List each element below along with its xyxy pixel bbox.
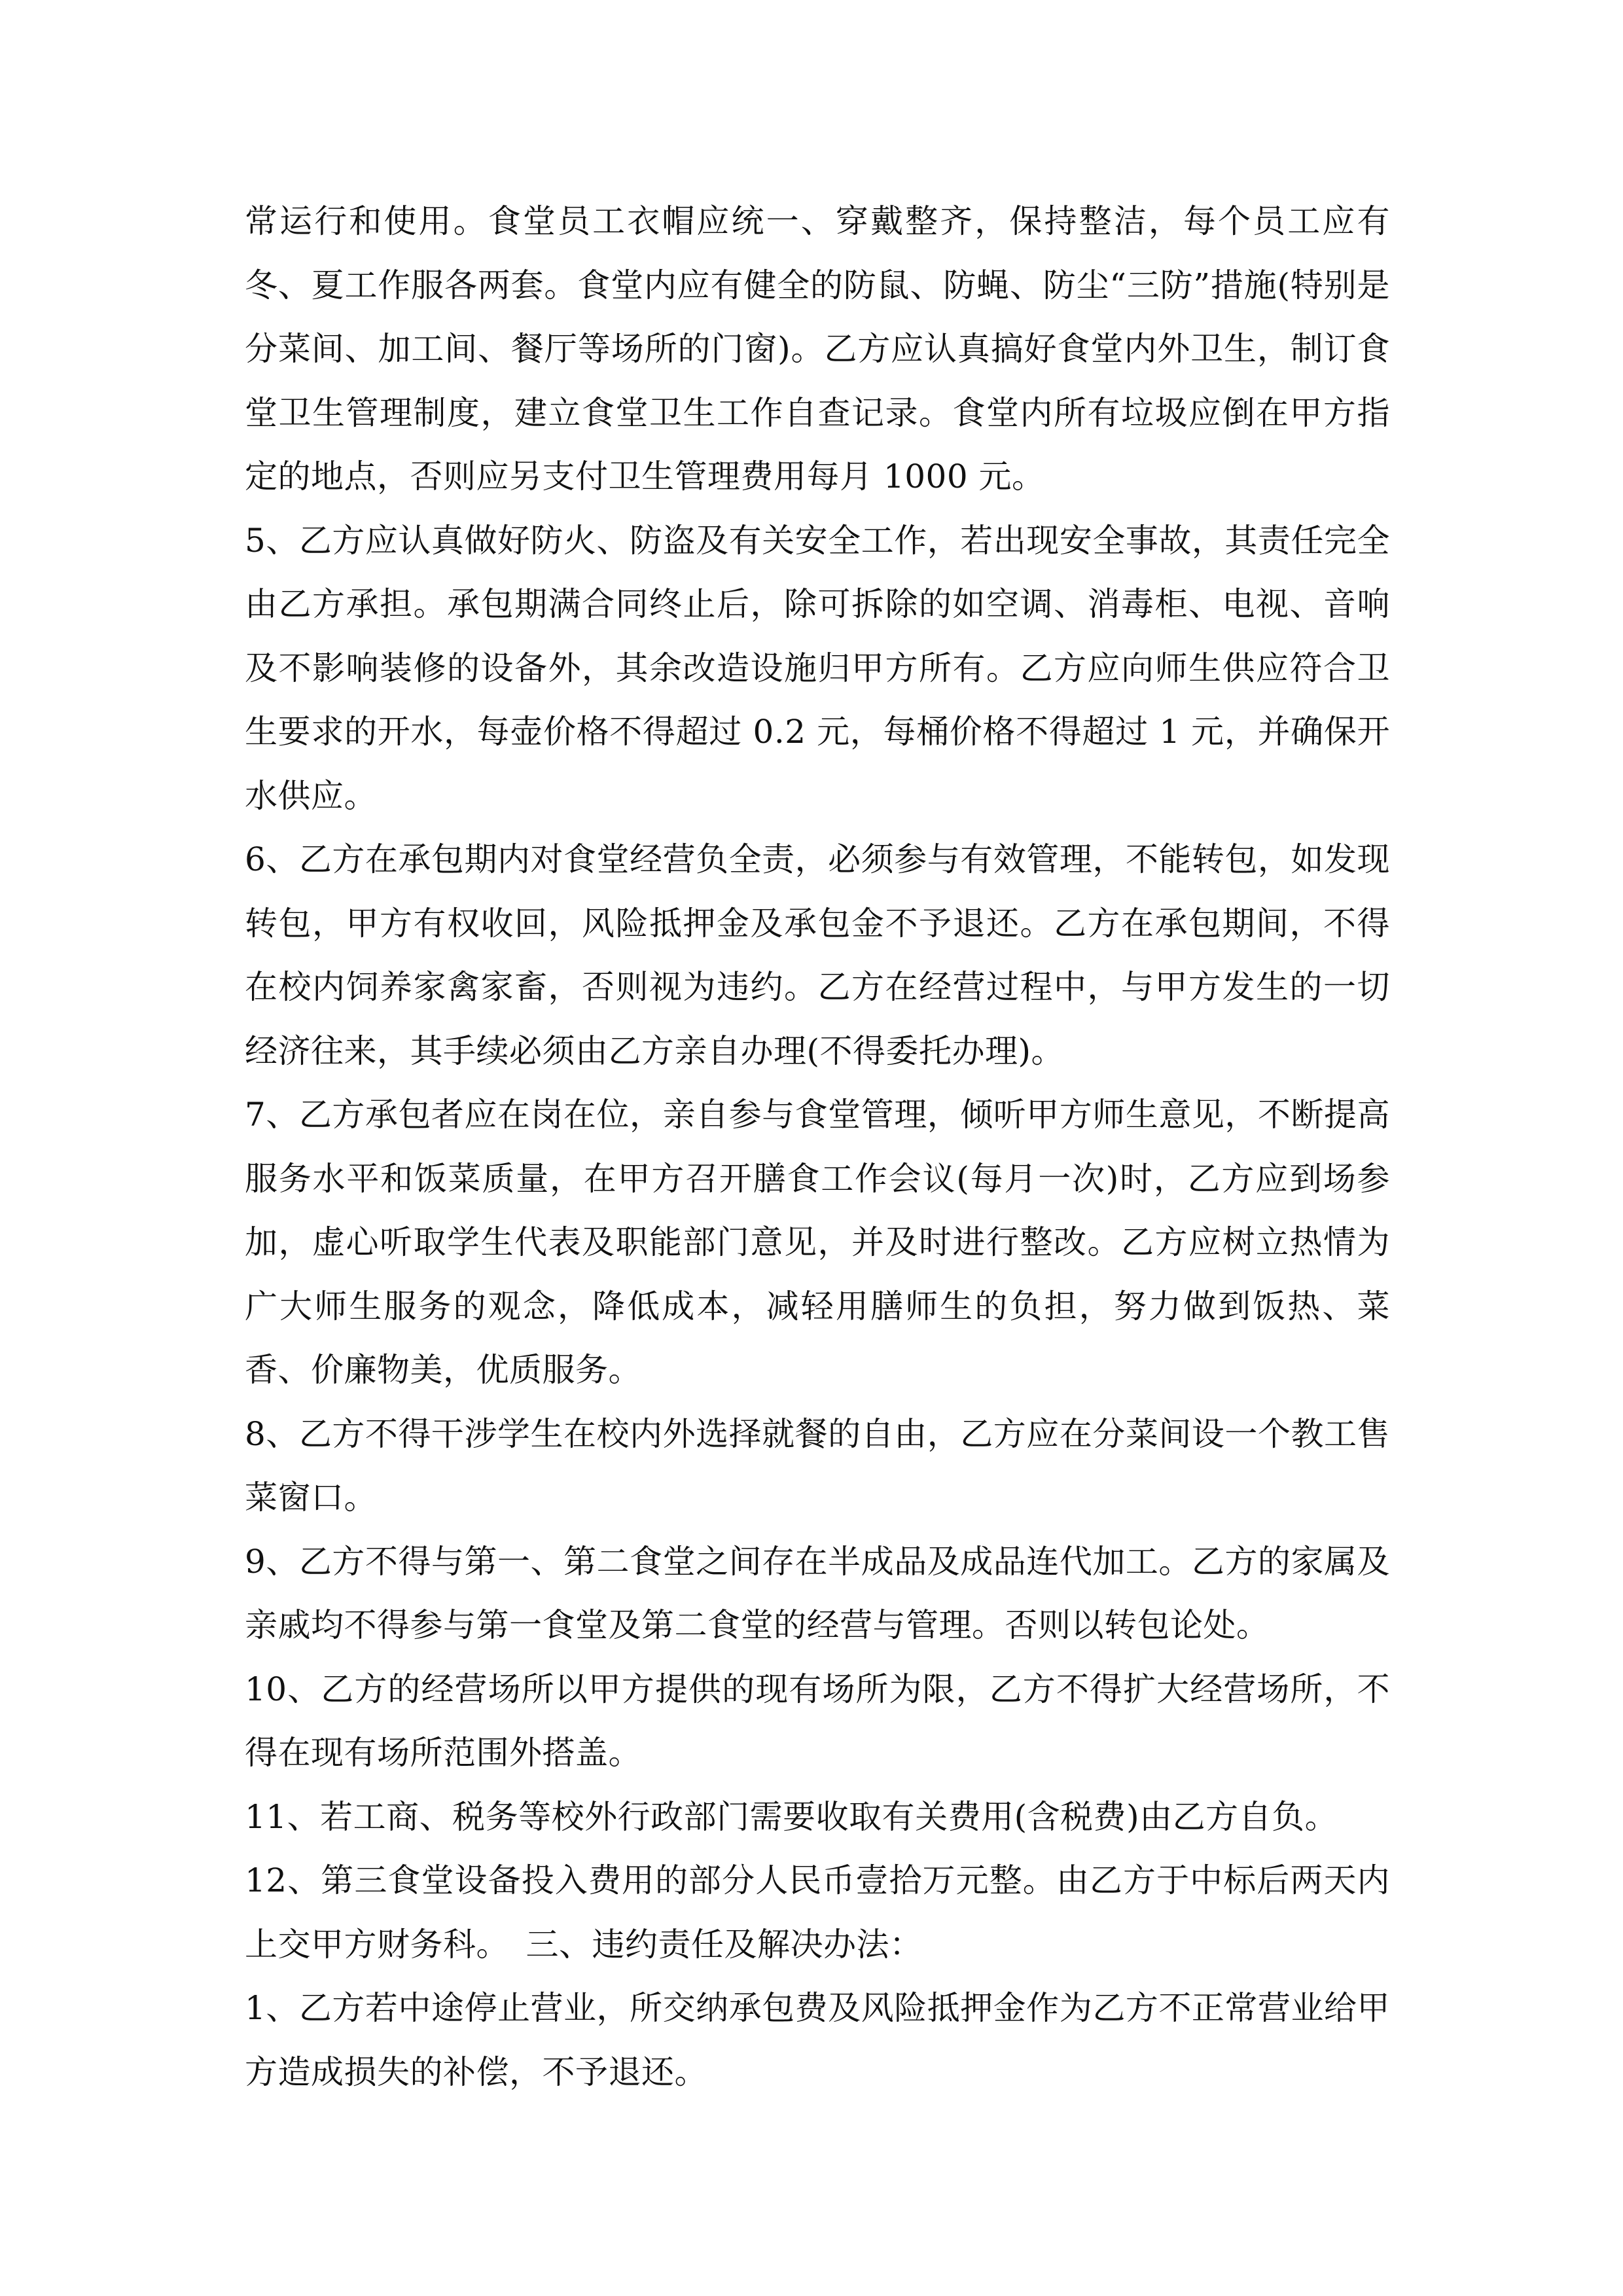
paragraph-clause-5: 5、乙方应认真做好防火、防盗及有关安全工作，若出现安全事故，其责任完全由乙方承担。承包期满合同终止后，除可拆除的如空调、消毒柜、电视、音响及不影响装修的设备外，其余改造设施归甲方所有。乙方应向师生供应符合卫生要求的开水，每壶价格不得超过 0.2 元，每桶价格不得超过 1 元，并确保开水供应。 — [245, 521, 1390, 815]
document-body — [245, 190, 1390, 2104]
paragraph-clause-7: 7、乙方承包者应在岗在位，亲自参与食堂管理，倾听甲方师生意见，不断提高服务水平和饭菜质量，在甲方召开膳食工作会议(每月一次)时，乙方应到场参加，虚心听取学生代表及职能部门意见，并及时进行整改。乙方应树立热情为广大师生服务的观念，降低成本，减轻用膳师生的负担，努力做到饭热、菜香、价廉物美，优质服务。 — [245, 1096, 1390, 1389]
paragraph-clause-8: 8、乙方不得干涉学生在校内外选择就餐的自由，乙方应在分菜间设一个教工售菜窗口。 — [245, 1414, 1390, 1516]
paragraph-clause-12: 12、第三食堂设备投入费用的部分人民币壹拾万元整。由乙方于中标后两天内上交甲方财务科。 三、违约责任及解决办法： — [245, 1861, 1390, 1964]
paragraph-clause-10: 10、乙方的经营场所以甲方提供的现有场所为限，乙方不得扩大经营场所，不得在现有场所范围外搭盖。 — [245, 1670, 1390, 1772]
paragraph-clause-9: 9、乙方不得与第一、第二食堂之间存在半成品及成品连代加工。乙方的家属及亲戚均不得参与第一食堂及第二食堂的经营与管理。否则以转包论处。 — [245, 1542, 1390, 1644]
paragraph-clause-6: 6、乙方在承包期内对食堂经营负全责，必须参与有效管理，不能转包，如发现转包，甲方有权收回，风险抵押金及承包金不予退还。乙方在承包期间，不得在校内饲养家禽家畜，否则视为违约。乙方在经营过程中，与甲方发生的一切经济往来，其手续必须由乙方亲自办理(不得委托办理)。 — [245, 840, 1390, 1070]
paragraph-breach-clause-1: 1、乙方若中途停止营业，所交纳承包费及风险抵押金作为乙方不正常营业给甲方造成损失的补偿，不予退还。 — [245, 1989, 1390, 2091]
paragraph-hygiene-continued: 常运行和使用。食堂员工衣帽应统一、穿戴整齐，保持整洁，每个员工应有冬、夏工作服各两套。食堂内应有健全的防鼠、防蝇、防尘“三防”措施(特别是分菜间、加工间、餐厅等场所的门窗)。乙方应认真搞好食堂内外卫生，制订食堂卫生管理制度，建立食堂卫生工作自查记录。食堂内所有垃圾应倒在甲方指定的地点，否则应另支付卫生管理费用每月 1000 元。 — [245, 202, 1390, 495]
paragraph-clause-11: 11、若工商、税务等校外行政部门需要收取有关费用(含税费)由乙方自负。 — [245, 1797, 1338, 1836]
